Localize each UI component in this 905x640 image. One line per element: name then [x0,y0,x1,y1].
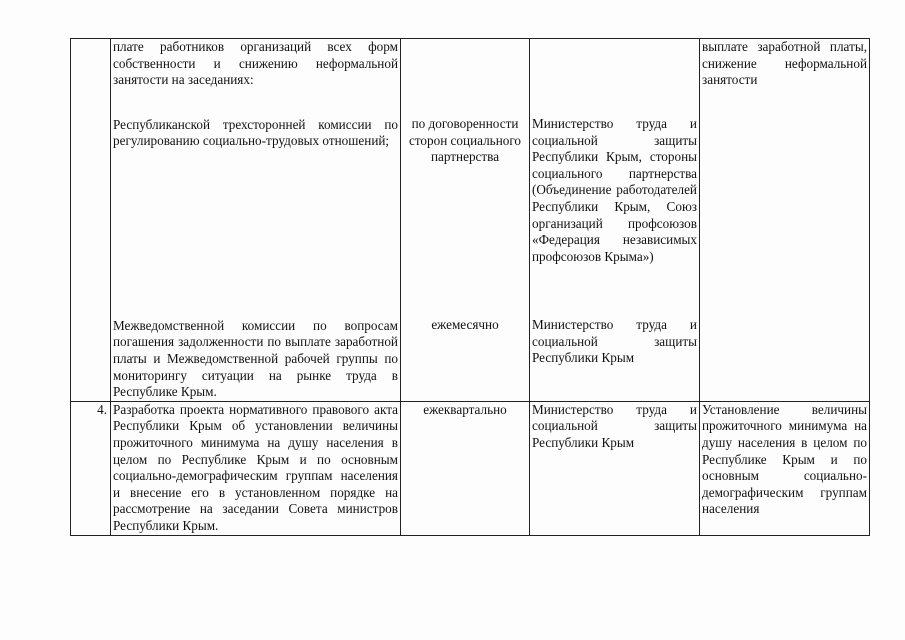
executor-cell [530,401,700,535]
row-number-cell [71,401,111,535]
event-cell [111,401,401,535]
measures-table [70,38,870,536]
executor-text-part [532,39,697,89]
executor-text-part: Министерство труда и социальной защиты Республики Крым, стороны социального партнерства (Объединение работодателей Республики Крым, Союз организаций профсоюзов «Федерация независимых профсоюзов Крыма») [532,116,697,264]
event-text-part: плате работников организаций всех форм собственности и снижению неформальной занятости на заседаниях: [113,39,398,88]
result-text: выплате заработной платы, снижение неформальной занятости [702,39,867,88]
event-text-part: Межведомственной комиссии по вопросам погашения задолженности по выплате заработной платы и Межведомственной рабочей группы по мониторингу ситуации на рынке труда в Республике Крым. [113,317,398,400]
table-row [71,39,870,402]
event-text-part: Республиканской трехсторонней комиссии по регулированию социально-трудовых отношений; [113,116,398,149]
executor-text-part: Министерство труда и социальной защиты Республики Крым [532,317,697,366]
deadline-cell [401,401,530,535]
deadline-text-part: ежемесячно [431,317,499,332]
result-cell [700,39,870,402]
row-number-cell [71,39,111,402]
executor-cell [530,39,700,402]
result-text: Установление величины прожиточного минимума на душу населения в целом по Республике Крым и по основным социально-демографическим группам населения [702,401,867,517]
executor-text: Министерство труда и социальной защиты Республики Крым [532,401,697,450]
result-cell [700,401,870,535]
deadline-text: ежеквартально [423,401,507,417]
row-number: 4. [97,401,107,417]
table-row [71,401,870,535]
deadline-text-part: по договоренности сторон социального партнерства [408,116,522,165]
event-cell [111,39,401,402]
deadline-cell [401,39,530,402]
event-text: Разработка проекта нормативного правового акта Республики Крым об установлении величины прожиточного минимума на душу населения в целом по Республике Крым и по основным социально-демографическим группам населения и внесение его в установленном порядке на рассмотрение на заседании Совета министров Республики Крым. [113,401,398,533]
deadline-text-part [403,39,527,89]
